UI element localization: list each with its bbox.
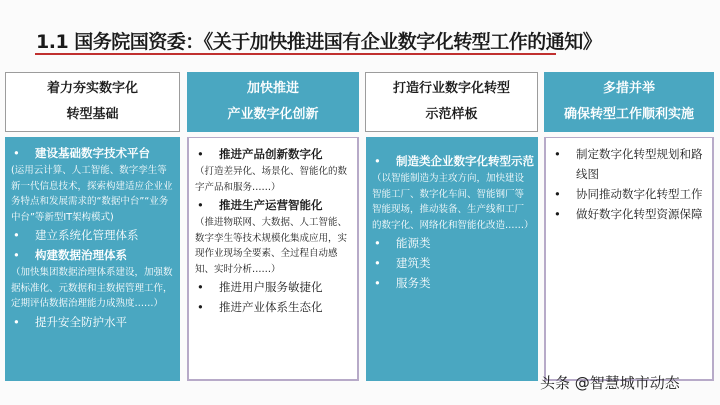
list-item [195,277,353,297]
item-detail: (运用云计算、人工智能、数字孪生等新一代信息技术，探索构建适应企业业务特点和发展需求的“数据中台”“业务中台”等新型IT架构模式) [11,165,173,223]
item-detail: （加快集团数据治理体系建设，加强数据标准化、元数据和主数据管理工作，定期评估数据治理能力成熟度……） [11,267,173,309]
bullet-icon: • [554,187,561,201]
bullet-icon: • [13,146,20,160]
list-item [552,184,708,204]
watermark: 头条 @智慧城市动态 [540,374,680,392]
item-text: 建立系统化管理体系 [35,228,139,242]
item-text: 建设基础数字技术平台 [35,146,150,160]
bullet-icon: • [374,154,381,168]
bullet-icon: • [374,256,381,270]
header-line: 多措并举 [602,81,655,96]
column-header-1 [5,72,180,132]
item-text: 制造类企业数字化转型示范 [396,154,534,168]
item-text: 构建数据治理体系 [35,248,127,262]
header-line: 转型基础 [66,107,119,122]
item-detail: （以智能制造为主攻方向，加快建设智能工厂、数字化车间、智能钢厂等智能现场，推动装备、生产线和工厂的数字化、网络化和智能化改造……） [372,173,534,231]
header-line: 示范样板 [425,107,478,122]
item-text: 推进产业体系生态化 [219,300,323,314]
list-item [11,245,176,265]
list-item [372,151,534,171]
list-item [195,195,353,215]
item-text: 能源类 [396,236,431,250]
header-line: 产业数字化创新 [227,107,319,122]
bullet-icon: • [197,300,204,314]
column-header-4 [544,72,714,132]
list-item [11,143,176,163]
column-header-3 [365,72,538,132]
item-text: 制定数字化转型规划和路线图 [576,147,703,181]
item-text: 提升安全防护水平 [35,314,127,329]
bullet-icon: • [13,228,20,242]
header-line: 加快推进 [246,81,299,96]
item-text: 服务类 [396,276,431,290]
bullet-icon: • [554,147,561,161]
list-item [195,297,353,317]
bullet-icon: • [197,280,204,294]
column-header-2 [187,72,359,132]
list-item [372,273,534,293]
item-text: 做好数字化转型资源保障 [576,207,703,221]
page-title: 1.1 国务院国资委：《关于加快推进国有企业数字化转型工作的通知》 [36,31,602,53]
list-item [552,144,708,184]
column-body-3 [366,137,538,381]
list-item [11,225,176,245]
item-text: 协同推动数字化转型工作 [576,187,703,201]
list-item [372,233,534,253]
item-text: 推进生产运营智能化 [219,198,323,212]
column-body-4 [544,137,714,381]
bullet-icon: • [197,198,204,212]
bullet-icon: • [197,147,204,161]
header-line: 确保转型工作顺利实施 [563,107,694,122]
bullet-icon: • [554,207,561,221]
bullet-icon: • [13,314,20,329]
column-body-2 [187,137,359,381]
item-text: 推进用户服务敏捷化 [219,280,323,294]
item-detail: （推进物联网、大数据、人工智能、数字孪生等技术规模化集成应用，实现作业现场全要素、全过程自动感知、实时分析……） [195,217,348,275]
bullet-icon: • [13,248,20,262]
item-text: 推进产品创新数字化 [219,147,323,161]
title-underline [35,53,556,55]
item-detail: （打造差异化、场景化、智能化的数字产品和服务……） [195,166,348,193]
header-line: 打造行业数字化转型 [392,81,510,96]
column-body-1 [5,137,180,381]
header-line: 着力夯实数字化 [46,81,138,96]
list-item [195,144,353,164]
item-text: 建筑类 [396,256,431,270]
list-item [552,204,708,224]
list-item [372,253,534,273]
bullet-icon: • [374,236,381,250]
bullet-icon: • [374,276,381,290]
list-item [11,312,176,332]
